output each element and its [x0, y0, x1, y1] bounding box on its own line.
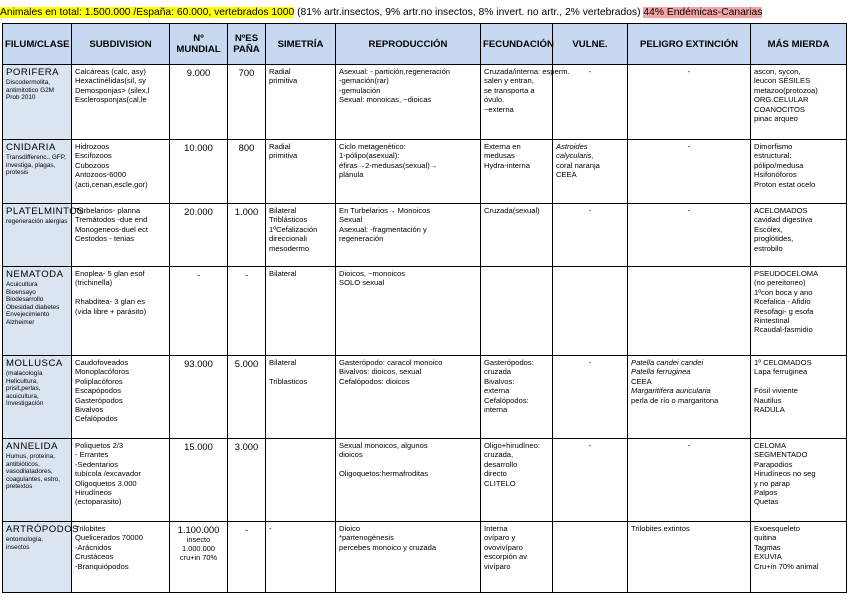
- subdivision-line: Monogeneos-duel ect: [75, 224, 149, 234]
- header-filum: FILUM/CLASE: [3, 24, 72, 65]
- phylum-cell: [3, 140, 72, 204]
- fecundacion-line: escorpión av: [484, 552, 528, 562]
- vulne-cell: [553, 439, 628, 522]
- reproduccion-line: Dioico: [339, 524, 361, 533]
- subdivision-cell: [72, 522, 170, 593]
- reproduccion-line: plánula: [339, 170, 364, 180]
- espana-cell: 3.000: [228, 439, 266, 522]
- mas-mierda-line: ORG.CELULAR: [754, 95, 809, 105]
- subdivision-cell: [72, 267, 170, 356]
- fecundacion-line: medusas: [484, 151, 515, 161]
- mas-mierda-line: 1º CELOMADOS: [754, 358, 812, 367]
- phylum-note: entomología, insectos: [6, 536, 43, 551]
- mas-mierda-line: RADULA: [754, 405, 785, 415]
- subdivision-line: Oligoquetos 3.000: [75, 478, 137, 488]
- phyla-table: [2, 23, 847, 593]
- reproduccion-line: *partenogénesis: [339, 533, 394, 543]
- reproduccion-line: Ciclo metagenético:: [339, 142, 406, 151]
- fecundacion-line: Externa en: [484, 142, 521, 151]
- header-mas: MÁS MIERDA: [751, 24, 847, 65]
- vulne-cell: [553, 522, 628, 593]
- mas-mierda-line: Fósil viviente: [754, 386, 798, 396]
- phylum-cell: [3, 65, 72, 140]
- mas-mierda-line: proglótides,: [754, 234, 794, 244]
- subdivision-line: (vida libre + parásito): [75, 306, 147, 316]
- subdivision-cell: [72, 356, 170, 439]
- mundial-sub: insecto 1.000.000 cru+in 70%: [179, 535, 218, 562]
- table-row: [3, 204, 847, 267]
- mundial-cell: [170, 65, 228, 140]
- mas-mierda-line: Escólex,: [754, 224, 783, 234]
- reproduccion-line: dioicos: [339, 450, 363, 460]
- reproduccion-cell: [336, 65, 481, 140]
- subdivision-line: (ectoparasito): [75, 497, 122, 507]
- mundial-value: -: [196, 269, 201, 280]
- mas-mierda-cell: [751, 439, 847, 522]
- subdivision-line: Bivalvos: [75, 405, 104, 415]
- vulne-cell: [553, 204, 628, 267]
- simetria-line: Radial: [269, 142, 291, 151]
- mundial-value: 15.000: [184, 441, 213, 452]
- table-body: [3, 65, 847, 593]
- subdivision-line: Rhabditea- 3 glan es: [75, 297, 146, 307]
- phylum-cell: [3, 204, 85, 267]
- phylum-note: Acuicultura Bioensayo Biodesarrollo Obesidad diabetes Envejecimiento Alzheimer: [6, 281, 60, 326]
- peligro-line: -: [687, 441, 691, 450]
- mas-mierda-line: SEGMENTADO: [754, 450, 808, 460]
- mas-mierda-line: 1ºcon boca y ano: [754, 287, 813, 297]
- mundial-value: 1.100.000: [177, 524, 220, 535]
- simetria-line: Bilateral: [269, 206, 297, 215]
- simetria-line: [269, 441, 332, 450]
- reproduccion-line: 1-pólipo(asexual):: [339, 151, 400, 161]
- phylum-note: regeneración alergias: [6, 218, 68, 225]
- mundial-cell: [170, 140, 228, 204]
- subdivision-cell: [72, 65, 170, 140]
- subdivision-line: Cefalópodos: [75, 414, 118, 424]
- peligro-line: -: [687, 67, 691, 76]
- reproduccion-line: SOLO sexual: [339, 278, 385, 288]
- table-row: [3, 356, 847, 439]
- mas-mierda-line: y no parap: [754, 478, 790, 488]
- subdivision-line: Gasterópodos: [75, 395, 123, 405]
- header-vulne: VULNE.: [553, 24, 628, 65]
- phylum-note: Discodermolita, antimitotico G2M Prob 2010: [6, 79, 54, 102]
- fecundacion-line: Interna: [484, 524, 508, 533]
- subdivision-line: Demosponjas> (silex,l: [75, 85, 150, 95]
- simetria-cell: [266, 356, 336, 439]
- reproduccion-line: Gasterópodo: caracol monoico: [339, 358, 443, 367]
- header-fecundacion: FECUNDACIÓN: [481, 24, 553, 65]
- mas-mierda-line: (no pereitoneo): [754, 278, 806, 288]
- vulne-line: -: [588, 441, 592, 450]
- simetria-cell: [266, 439, 336, 522]
- reproduccion-line: En Turbelarios→ Monoicos: [339, 206, 431, 215]
- mas-mierda-line: Rintestinal: [754, 316, 790, 326]
- espana-cell: 1.000: [228, 204, 266, 267]
- subdivision-line: Escifozoos: [75, 151, 112, 161]
- phylum-name: ANNELIDA: [6, 441, 58, 452]
- peligro-line: CEEA: [631, 376, 652, 386]
- phylum-name: PLATELMINTOS: [6, 206, 85, 217]
- table-row: [3, 65, 847, 140]
- subdivision-cell: [72, 439, 170, 522]
- mas-mierda-line: Hirudíneos no seg: [754, 469, 816, 479]
- mas-mierda-cell: [751, 65, 847, 140]
- subdivision-line: Esclerosponjas(cal,le: [75, 95, 147, 105]
- subdivision-line: (acti,cenan,escle,gor): [75, 179, 148, 189]
- simetria-line: primitiva: [269, 151, 298, 161]
- vulne-cell: [553, 267, 628, 356]
- mas-mierda-line: estructural:: [754, 151, 792, 161]
- header-reproduccion: REPRODUCCIÓN: [336, 24, 481, 65]
- reproduccion-cell: [336, 204, 481, 267]
- espana-cell: -: [228, 522, 266, 593]
- subdivision-line: Turbelarios- planna: [75, 206, 141, 215]
- fecundacion-line: salen y entran,: [484, 76, 534, 86]
- reproduccion-line: -gemulación: [339, 85, 381, 95]
- fecundacion-line: Cruzada/interna: esperm.: [484, 67, 570, 76]
- mundial-value: 10.000: [184, 142, 213, 153]
- reproduccion-cell: [336, 522, 481, 593]
- vulne-line: [556, 269, 624, 278]
- espana-cell: -: [228, 267, 266, 356]
- peligro-line: -: [687, 206, 691, 215]
- reproduccion-line: Bivalvos: dioicos, sexual: [339, 367, 422, 377]
- subdivision-line: Poliquetos 2/3: [75, 441, 124, 450]
- espana-cell: 5.000: [228, 356, 266, 439]
- fecundacion-line: Oligo+hirudíneo:: [484, 441, 540, 450]
- fecundacion-line: ovovivíparo: [484, 542, 523, 552]
- mas-mierda-line: quitina: [754, 533, 777, 543]
- simetria-line: Triblasticos: [269, 376, 308, 386]
- phylum-note: Humus, proteína, antibióticos, vasodilatadores, coagulantes, estro, pretextos: [6, 453, 60, 491]
- fecundacion-line: directo: [484, 469, 507, 479]
- fecundacion-line: óvulo.: [484, 95, 505, 105]
- mas-mierda-line: Hsifonóforos: [754, 170, 797, 180]
- mundial-cell: [170, 204, 228, 267]
- vulne-line: CEEA: [556, 170, 577, 180]
- phylum-note: Transdifferenc., GFP, investiga, plagas, protesis: [6, 154, 66, 177]
- vulne-line: calycularis,: [556, 151, 594, 161]
- fecundacion-line: Cefalópodos:: [484, 395, 529, 405]
- reproduccion-line: éfiras→2-medusas(sexual)→: [339, 160, 438, 170]
- mas-mierda-line: Dimorfismo: [754, 142, 793, 151]
- fecundacion-line: se transporta a: [484, 85, 535, 95]
- vulne-line: -: [588, 67, 592, 76]
- reproduccion-line: Dioicos, ~monoicos: [339, 269, 406, 278]
- subdivision-line: tubícola /excavador: [75, 469, 141, 479]
- subdivision-line: Enoplea- 5 glan esof: [75, 269, 145, 278]
- fecundacion-line: Gasterópodos:: [484, 358, 534, 367]
- peligro-cell: [628, 267, 751, 356]
- simetria-line: primitiva: [269, 76, 298, 86]
- reproduccion-line: [339, 460, 477, 469]
- reproduccion-line: Asexual: -fragmentación y: [339, 224, 427, 234]
- peligro-cell: [628, 65, 751, 140]
- mas-mierda-line: Rcefalica - Afidio: [754, 297, 811, 307]
- subdivision-line: Calcáreas (calc, asy): [75, 67, 146, 76]
- reproduccion-line: percebes monoico y cruzada: [339, 542, 437, 552]
- phylum-cell: [3, 522, 80, 593]
- peligro-cell: [628, 522, 751, 593]
- fecundacion-line: ovíparo y: [484, 533, 516, 543]
- espana-cell: 700: [228, 65, 266, 140]
- espana-cell: 800: [228, 140, 266, 204]
- reproduccion-line: Oligoquetos:hermafroditas: [339, 469, 429, 479]
- subdivision-cell: [72, 140, 170, 204]
- mas-mierda-line: pólipo/medusa: [754, 160, 804, 170]
- fecundacion-cell: [481, 267, 553, 356]
- summary-percentages: (81% artr.insectos, 9% artr.no insectos, 8% invert. no artr., 2% vertebrados): [294, 7, 644, 18]
- mas-mierda-line: PSEUDOCELOMA: [754, 269, 819, 278]
- reproduccion-line: Sexual: [339, 215, 363, 225]
- phylum-cell: [3, 439, 72, 522]
- peligro-line: Margaritifera auricularia: [631, 386, 711, 396]
- fecundacion-cell: [481, 65, 570, 140]
- reproduccion-cell: [336, 140, 481, 204]
- mas-mierda-line: cavidad digestiva: [754, 215, 813, 225]
- mas-mierda-line: [754, 377, 843, 386]
- subdivision-line: - Errantes: [75, 450, 109, 460]
- vulne-line: Astroides: [556, 142, 588, 151]
- phylum-name: CNIDARIA: [6, 142, 56, 153]
- fecundacion-line: Hydra-interna: [484, 160, 531, 170]
- subdivision-line: Caudofoveados: [75, 358, 129, 367]
- mas-mierda-line: Lapa ferruginea: [754, 367, 808, 377]
- vulne-line: -: [588, 358, 592, 367]
- mas-mierda-line: Quetas: [754, 497, 779, 507]
- vulne-line: coral naranja: [556, 160, 600, 170]
- mas-mierda-line: metazoo(protozoa): [754, 85, 818, 95]
- reproduccion-line: Asexual: - partición,regeneración: [339, 67, 451, 76]
- fecundacion-cell: [481, 439, 553, 522]
- subdivision-line: Escapópodos: [75, 386, 122, 396]
- subdivision-line: Crustáceos: [75, 552, 114, 562]
- header-mundial: Nº MUNDIAL: [170, 24, 228, 65]
- subdivision-line: Cubozoos: [75, 160, 110, 170]
- peligro-line: -: [687, 142, 691, 151]
- header-espana: NºES PAÑA: [228, 24, 266, 65]
- fecundacion-line: cruzada: [484, 367, 512, 377]
- subdivision-line: -Branquiópodos: [75, 561, 129, 571]
- phylum-cell: [3, 356, 72, 439]
- vulne-cell: [553, 140, 628, 204]
- subdivision-line: [75, 288, 166, 297]
- peligro-line: [631, 269, 747, 278]
- subdivision-line: Monoplacóforos: [75, 367, 130, 377]
- reproduccion-cell: [336, 439, 481, 522]
- reproduccion-line: Sexual monoicos, algunos: [339, 441, 428, 450]
- mas-mierda-line: pinac arqueo: [754, 114, 798, 124]
- simetria-line: Triblásticos: [269, 215, 308, 225]
- mas-mierda-line: estrobilo: [754, 243, 783, 253]
- vulne-line: [556, 524, 624, 533]
- phylum-cell: [3, 267, 72, 356]
- fecundacion-line: interna: [484, 405, 508, 415]
- mas-mierda-line: EXUVIA: [754, 552, 782, 562]
- mundial-cell: [170, 522, 228, 593]
- reproduccion-line: Sexual: monoicas, ~dioicas: [339, 95, 432, 105]
- mas-mierda-cell: [751, 267, 847, 356]
- simetria-line: [269, 367, 332, 376]
- mas-mierda-cell: [751, 204, 847, 267]
- phylum-note: (malacología Helicultura, prisit,perlas, acuicultura, Investigación: [6, 370, 44, 408]
- vulne-cell: [553, 356, 628, 439]
- fecundacion-cell: [481, 522, 553, 593]
- simetria-line: 1ºCefalización: [269, 224, 318, 234]
- mas-mierda-cell: [751, 522, 847, 593]
- mas-mierda-cell: [751, 356, 847, 439]
- simetria-line: Bilateral: [269, 358, 297, 367]
- summary-line: [0, 6, 762, 20]
- peligro-line: Patella candei candei: [631, 358, 704, 367]
- simetria-line: Bilateral: [269, 269, 297, 278]
- subdivision-line: Quelicerados 70000: [75, 533, 143, 543]
- mas-mierda-line: Rcaudal-fasmidio: [754, 325, 813, 335]
- mundial-cell: [170, 439, 228, 522]
- mundial-value: 93.000: [184, 358, 213, 369]
- mundial-cell: [170, 356, 228, 439]
- reproduccion-line: -gemación(rar): [339, 76, 389, 86]
- table-row: [3, 439, 847, 522]
- table-row: [3, 522, 847, 593]
- simetria-line: -: [269, 524, 272, 533]
- mas-mierda-line: COANOCITOS: [754, 104, 805, 114]
- mas-mierda-line: ACELOMADOS: [754, 206, 808, 215]
- peligro-cell: [628, 356, 751, 439]
- simetria-cell: [266, 204, 336, 267]
- subdivision-line: Trilobites: [75, 524, 106, 533]
- peligro-cell: [628, 204, 751, 267]
- fecundacion-line: Bivalvos:: [484, 376, 515, 386]
- table-row: [3, 140, 847, 204]
- subdivision-line: (trichinella): [75, 278, 113, 288]
- mas-mierda-line: Cru+in 70% animal: [754, 561, 819, 571]
- subdivision-cell: [72, 204, 170, 267]
- simetria-cell: [266, 65, 336, 140]
- simetria-cell: [266, 522, 336, 593]
- mas-mierda-line: Resofagi- g esofa: [754, 306, 814, 316]
- summary-totals: Animales en total: 1.500.000 /España: 60.000, vertebrados 1000: [0, 7, 295, 18]
- mas-mierda-line: CELOMA: [754, 441, 787, 450]
- simetria-cell: [266, 267, 336, 356]
- subdivision-line: Tremátodos -due end: [75, 215, 148, 225]
- subdivision-line: Hidrozoos: [75, 142, 110, 151]
- fecundacion-line: cruzada,: [484, 450, 514, 460]
- fecundacion-line: ~externa: [484, 104, 514, 114]
- subdivision-line: Hexactinélidas(sil, sy: [75, 76, 146, 86]
- fecundacion-line: vivíparo: [484, 561, 511, 571]
- reproduccion-line: regeneración: [339, 234, 384, 244]
- header-subdivision: SUBDIVISION: [72, 24, 170, 65]
- phylum-name: MOLLUSCA: [6, 358, 63, 369]
- header-row: [3, 24, 847, 65]
- simetria-line: direccionali: [269, 234, 307, 244]
- subdivision-line: -Sedentarios: [75, 459, 119, 469]
- fecundacion-line: desarrollo: [484, 459, 518, 469]
- mundial-value: 9.000: [186, 67, 211, 78]
- subdivision-line: Antozoos-6000: [75, 170, 127, 180]
- reproduccion-cell: [336, 267, 481, 356]
- simetria-line: Radial: [269, 67, 291, 76]
- subdivision-line: -Arácnidos: [75, 542, 112, 552]
- peligro-line: Patella ferruginea: [631, 367, 691, 377]
- mas-mierda-line: Nautilus: [754, 395, 782, 405]
- peligro-line: Trilobites extintos: [631, 524, 690, 533]
- reproduccion-cell: [336, 356, 481, 439]
- reproduccion-line: Cefalópodos: dioicos: [339, 376, 410, 386]
- peligro-line: perla de río o margaritona: [631, 395, 719, 405]
- simetria-cell: [266, 140, 336, 204]
- mas-mierda-line: ascon, sycon,: [754, 67, 801, 76]
- mas-mierda-line: Proton estat ocelo: [754, 179, 816, 189]
- header-peligro: PELIGRO EXTINCIÓN: [628, 24, 751, 65]
- fecundacion-cell: [481, 140, 553, 204]
- phylum-name: ARTRÓPODOS: [6, 524, 80, 535]
- subdivision-line: Cestodos - tenias: [75, 234, 135, 244]
- simetria-line: mesodermo: [269, 243, 310, 253]
- mas-mierda-line: Tagmas: [754, 542, 781, 552]
- fecundacion-cell: [481, 204, 553, 267]
- mas-mierda-line: Palpos: [754, 488, 778, 498]
- fecundacion-line: [484, 269, 549, 278]
- mas-mierda-line: leucon SÉSILES: [754, 76, 811, 86]
- mas-mierda-cell: [751, 140, 847, 204]
- fecundacion-line: externa: [484, 386, 510, 396]
- table-row: [3, 267, 847, 356]
- summary-endemics: 44% Endémicas-Canarias: [643, 7, 763, 18]
- fecundacion-line: Cruzada(sexual): [484, 206, 540, 215]
- mundial-value: 20.000: [184, 206, 213, 217]
- peligro-cell: [628, 140, 751, 204]
- subdivision-line: Hirudíneos: [75, 488, 112, 498]
- phylum-name: PORIFERA: [6, 67, 60, 78]
- fecundacion-line: CLITELO: [484, 478, 516, 488]
- mas-mierda-line: Exoesqueleto: [754, 524, 801, 533]
- peligro-cell: [628, 439, 751, 522]
- mundial-cell: [170, 267, 228, 356]
- phylum-name: NEMATODA: [6, 269, 64, 280]
- fecundacion-cell: [481, 356, 553, 439]
- header-simetria: SIMETRÍA: [266, 24, 336, 65]
- vulne-line: -: [588, 206, 592, 215]
- subdivision-line: Poliplacóforos: [75, 376, 123, 386]
- mas-mierda-line: Parapodios: [754, 459, 793, 469]
